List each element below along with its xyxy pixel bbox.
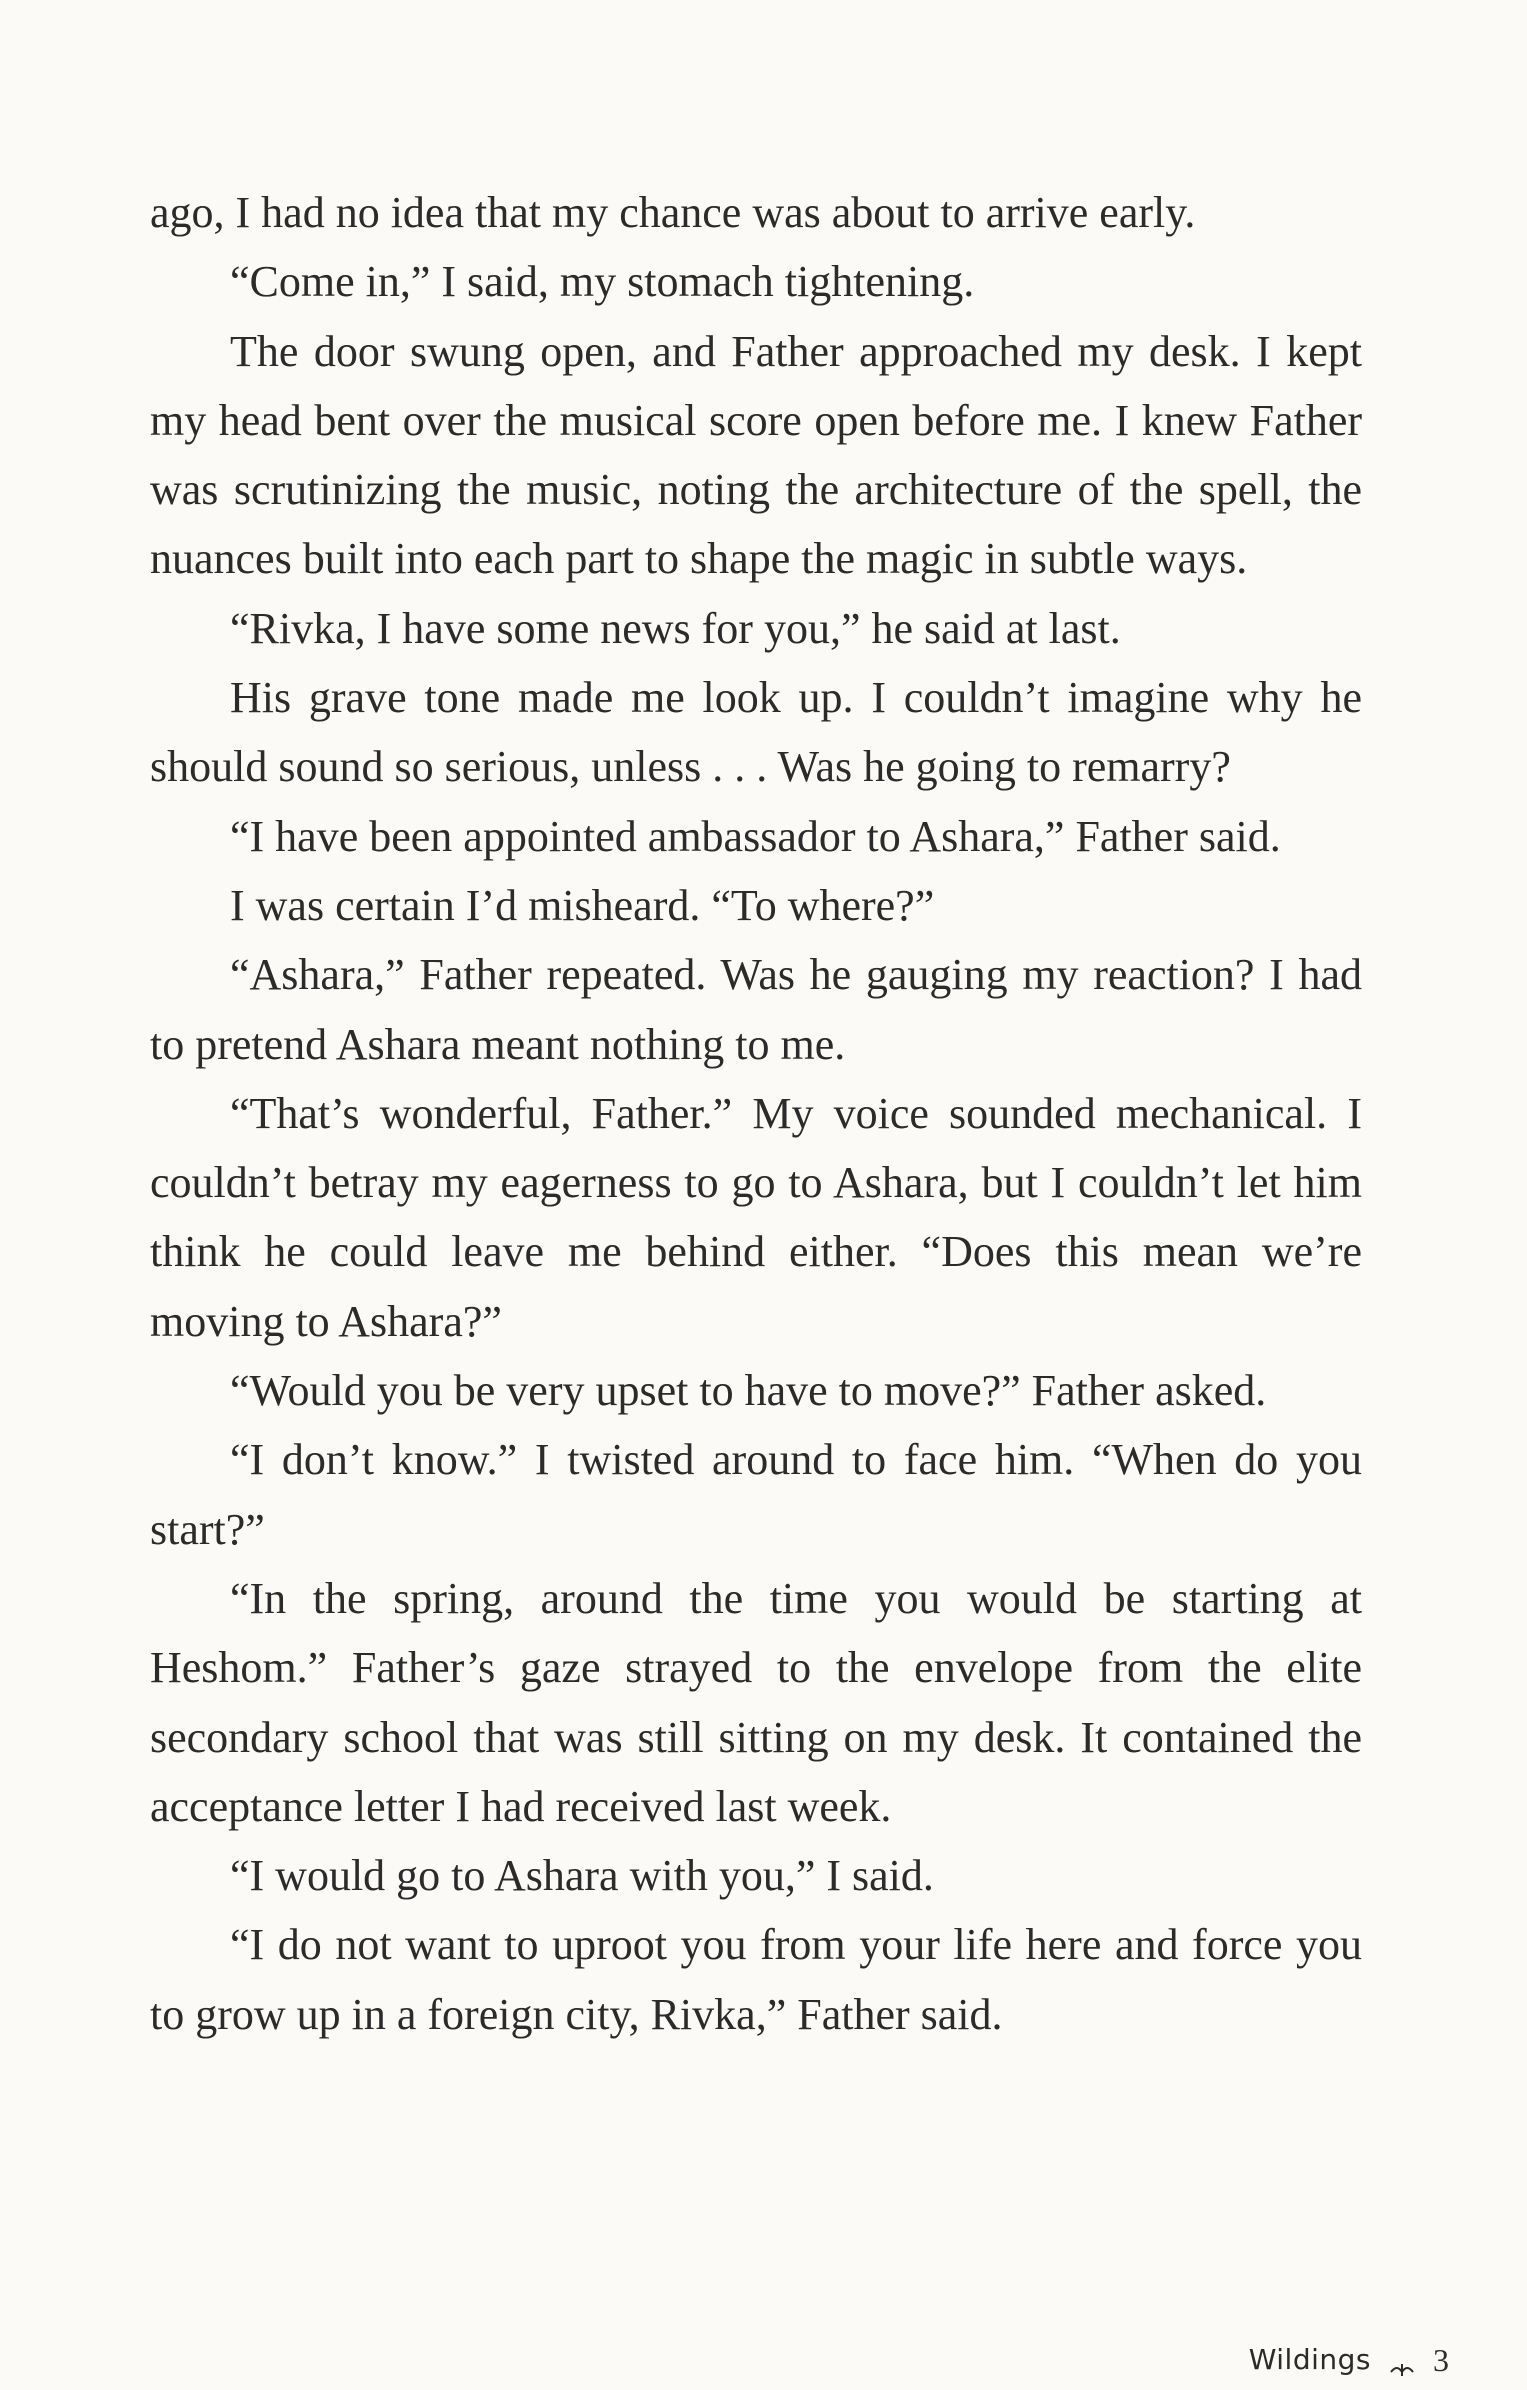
paragraph: “I have been appointed ambassador to Ashara,” Father said. <box>230 811 1281 861</box>
paragraph: “That’s wonderful, Father.” My voice sounded mechanical. I couldn’t betray my eagerness to go to Ashara, but I couldn’t let him think he could leave me behind either. “Does this mean we’re moving to Ashara?” <box>150 1088 1362 1346</box>
paragraph: “I would go to Ashara with you,” I said. <box>230 1851 934 1901</box>
paragraph: “I don’t know.” I twisted around to face him. “When do you start?” <box>150 1435 1362 1554</box>
paragraph: ago, I had no idea that my chance was about to arrive early. <box>150 188 1196 237</box>
paragraph: “Ashara,” Father repeated. Was he gauging my reaction? I had to pretend Ashara meant nothing to me. <box>150 950 1362 1069</box>
paragraph: The door swung open, and Father approached my desk. I kept my head bent over the musical score open before me. I knew Father was scrutinizing the music, noting the architecture of the spell, the nuances built into each part to shape the magic in subtle ways. <box>150 326 1362 584</box>
paragraph: “Come in,” I said, my stomach tightening. <box>230 257 975 307</box>
page-number: 3 <box>1433 2342 1449 2378</box>
page-footer <box>1249 2340 1449 2380</box>
paragraph: “Would you be very upset to have to move?” Father asked. <box>230 1366 1267 1416</box>
paragraph: “Rivka, I have some news for you,” he said at last. <box>230 603 1121 653</box>
body-text <box>150 178 1362 2049</box>
paragraph: I was certain I’d misheard. “To where?” <box>230 880 935 930</box>
running-title: Wildings <box>1248 2343 1371 2376</box>
paragraph: His grave tone made me look up. I couldn’t imagine why he should sound so serious, unless . . . Was he going to remarry? <box>150 673 1362 792</box>
leaf-ornament-icon <box>1389 2350 1415 2370</box>
paragraph: “In the spring, around the time you would be starting at Heshom.” Father’s gaze strayed to the envelope from the elite secondary school that was still sitting on my desk. It contained the acceptance letter I had received last week. <box>150 1573 1362 1831</box>
paragraph: “I do not want to uproot you from your life here and force you to grow up in a foreign city, Rivka,” Father said. <box>150 1920 1362 2039</box>
